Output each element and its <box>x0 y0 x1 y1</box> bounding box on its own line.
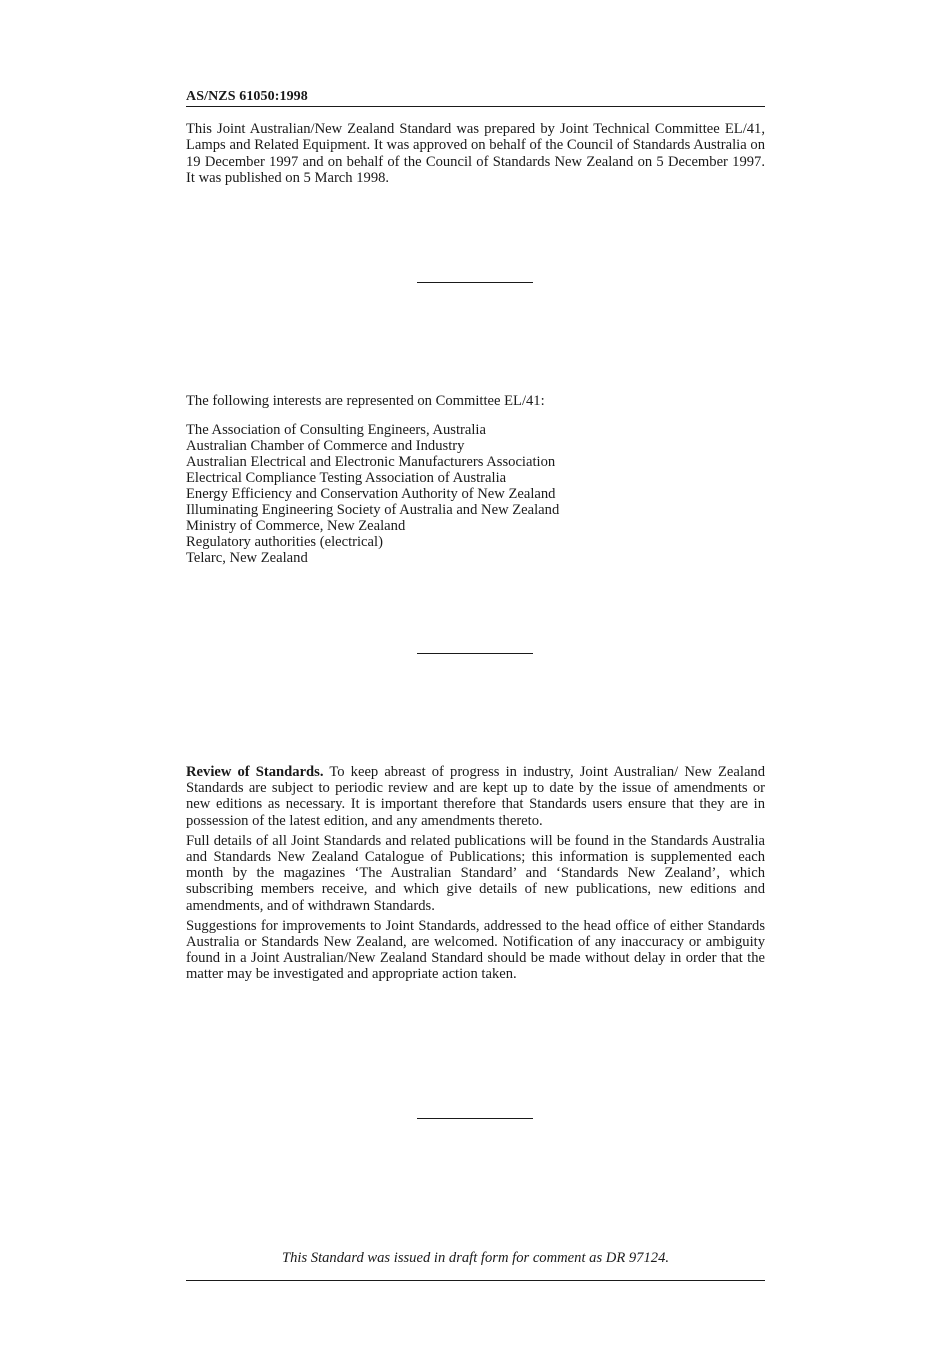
list-item: Ministry of Commerce, New Zealand <box>186 518 406 534</box>
list-item: The Association of Consulting Engineers, Australia <box>186 422 486 438</box>
interests-list <box>186 422 559 566</box>
review-section <box>186 764 765 987</box>
list-item: Australian Chamber of Commerce and Industry <box>186 438 465 454</box>
section-separator <box>417 282 533 283</box>
footer-rule <box>186 1280 765 1281</box>
draft-note: This Standard was issued in draft form for comment as DR 97124. <box>281 1250 670 1266</box>
header-rule <box>186 106 765 107</box>
list-item: Telarc, New Zealand <box>186 550 308 566</box>
list-item: Illuminating Engineering Society of Australia and New Zealand <box>186 502 560 518</box>
review-heading: Review of Standards. <box>186 764 324 780</box>
review-paragraph-3: Suggestions for improvements to Joint Standards, addressed to the head office of either Standards Australia or Standards New Zealand, are welcomed. Notification of any inaccuracy or ambiguity found in a Joint Australian/New Zealand Standard should be made without delay in order that the matter may be investigated and appropriate action taken. <box>186 917 765 983</box>
section-separator <box>417 1118 533 1119</box>
approval-paragraph: This Joint Australian/New Zealand Standard was prepared by Joint Technical Committee EL/41, Lamps and Related Equipment. It was approved on behalf of the Council of Standards Australia on 19 December 1997 and on behalf of the Council of Standards New Zealand on 5 December 1997. It was published on 5 March 1998. <box>186 121 765 186</box>
review-text-1: To keep abreast of progress in industry, Joint Australian/ New Zealand Standards are subject to periodic review and are kept up to date by the issue of amendments or new editions as necessary. It is important therefore that Standards users ensure that they are in possession of the latest edition, and any amendments thereto. <box>186 764 766 829</box>
review-paragraph-2: Full details of all Joint Standards and related publications will be found in the Standards Australia and Standards New Zealand Catalogue of Publications; this information is supplemented each month by the magazines ‘The Australian Standard’ and ‘Standards New Zealand’, which subscribing members receive, and which give details of new publications, new editions and amendments, and of withdrawn Standards. <box>186 832 765 914</box>
list-item: Electrical Compliance Testing Association of Australia <box>186 470 507 486</box>
review-paragraph-1 <box>186 764 765 829</box>
list-item: Regulatory authorities (electrical) <box>186 534 383 550</box>
list-item: Energy Efficiency and Conservation Authority of New Zealand <box>186 486 556 502</box>
standard-code: AS/NZS 61050:1998 <box>186 89 308 104</box>
interests-intro: The following interests are represented on Committee EL/41: <box>186 393 545 409</box>
list-item: Australian Electrical and Electronic Manufacturers Association <box>186 454 556 470</box>
section-separator <box>417 653 533 654</box>
